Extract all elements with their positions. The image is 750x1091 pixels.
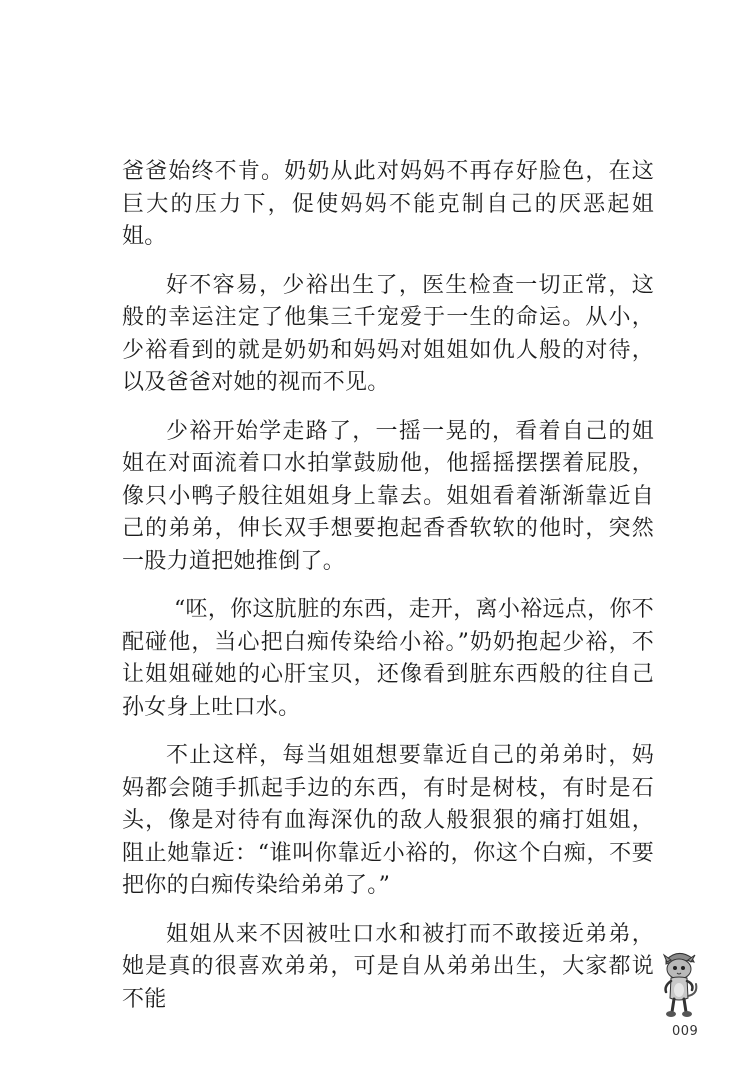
page-body <box>122 156 654 1032</box>
paragraph-4: “呸，你这肮脏的东西，走开，离小裕远点，你不配碰他，当心把白痴传染给小裕。”奶奶抱起少裕，不让姐姐碰她的心肝宝贝，还像看到脏东西般的往自己孙女身上吐口水。 <box>122 597 654 720</box>
paragraph-1: 爸爸始终不肯。奶奶从此对妈妈不再存好脸色，在这巨大的压力下，促使妈妈不能克制自己的厌恶起姐姐。 <box>122 159 654 249</box>
page-number: 009 <box>672 1024 699 1039</box>
paragraph-5: 不止这样，每当姐姐想要靠近自己的弟弟时，妈妈都会随手抓起手边的东西，有时是树枝，有时是石头，像是对待有血海深仇的敌人般狠狠的痛打姐姐，阻止她靠近：“谁叫你靠近小裕的，你这个白痴，不要把你的白痴传染给弟弟了。” <box>122 743 654 898</box>
paragraph-2: 好不容易，少裕出生了，医生检查一切正常，这般的幸运注定了他集三千宠爱于一生的命运。从小，少裕看到的就是奶奶和妈妈对姐姐如仇人般的对待，以及爸爸对她的视而不见。 <box>122 272 654 395</box>
paragraph-6: 姐姐从来不因被吐口水和被打而不敢接近弟弟，她是真的很喜欢弟弟，可是自从弟弟出生，大家都说不能 <box>122 921 654 1012</box>
cartoon-cat-mascot-icon <box>656 946 702 1020</box>
paragraph-3: 少裕开始学走路了，一摇一晃的，看着自己的姐姐在对面流着口水拍掌鼓励他，他摇摇摆摆着屁股，像只小鸭子般往姐姐身上靠去。姐姐看着渐渐靠近自己的弟弟，伸长双手想要抱起香香软软的他时，突然一股力道把她推倒了。 <box>122 418 654 574</box>
